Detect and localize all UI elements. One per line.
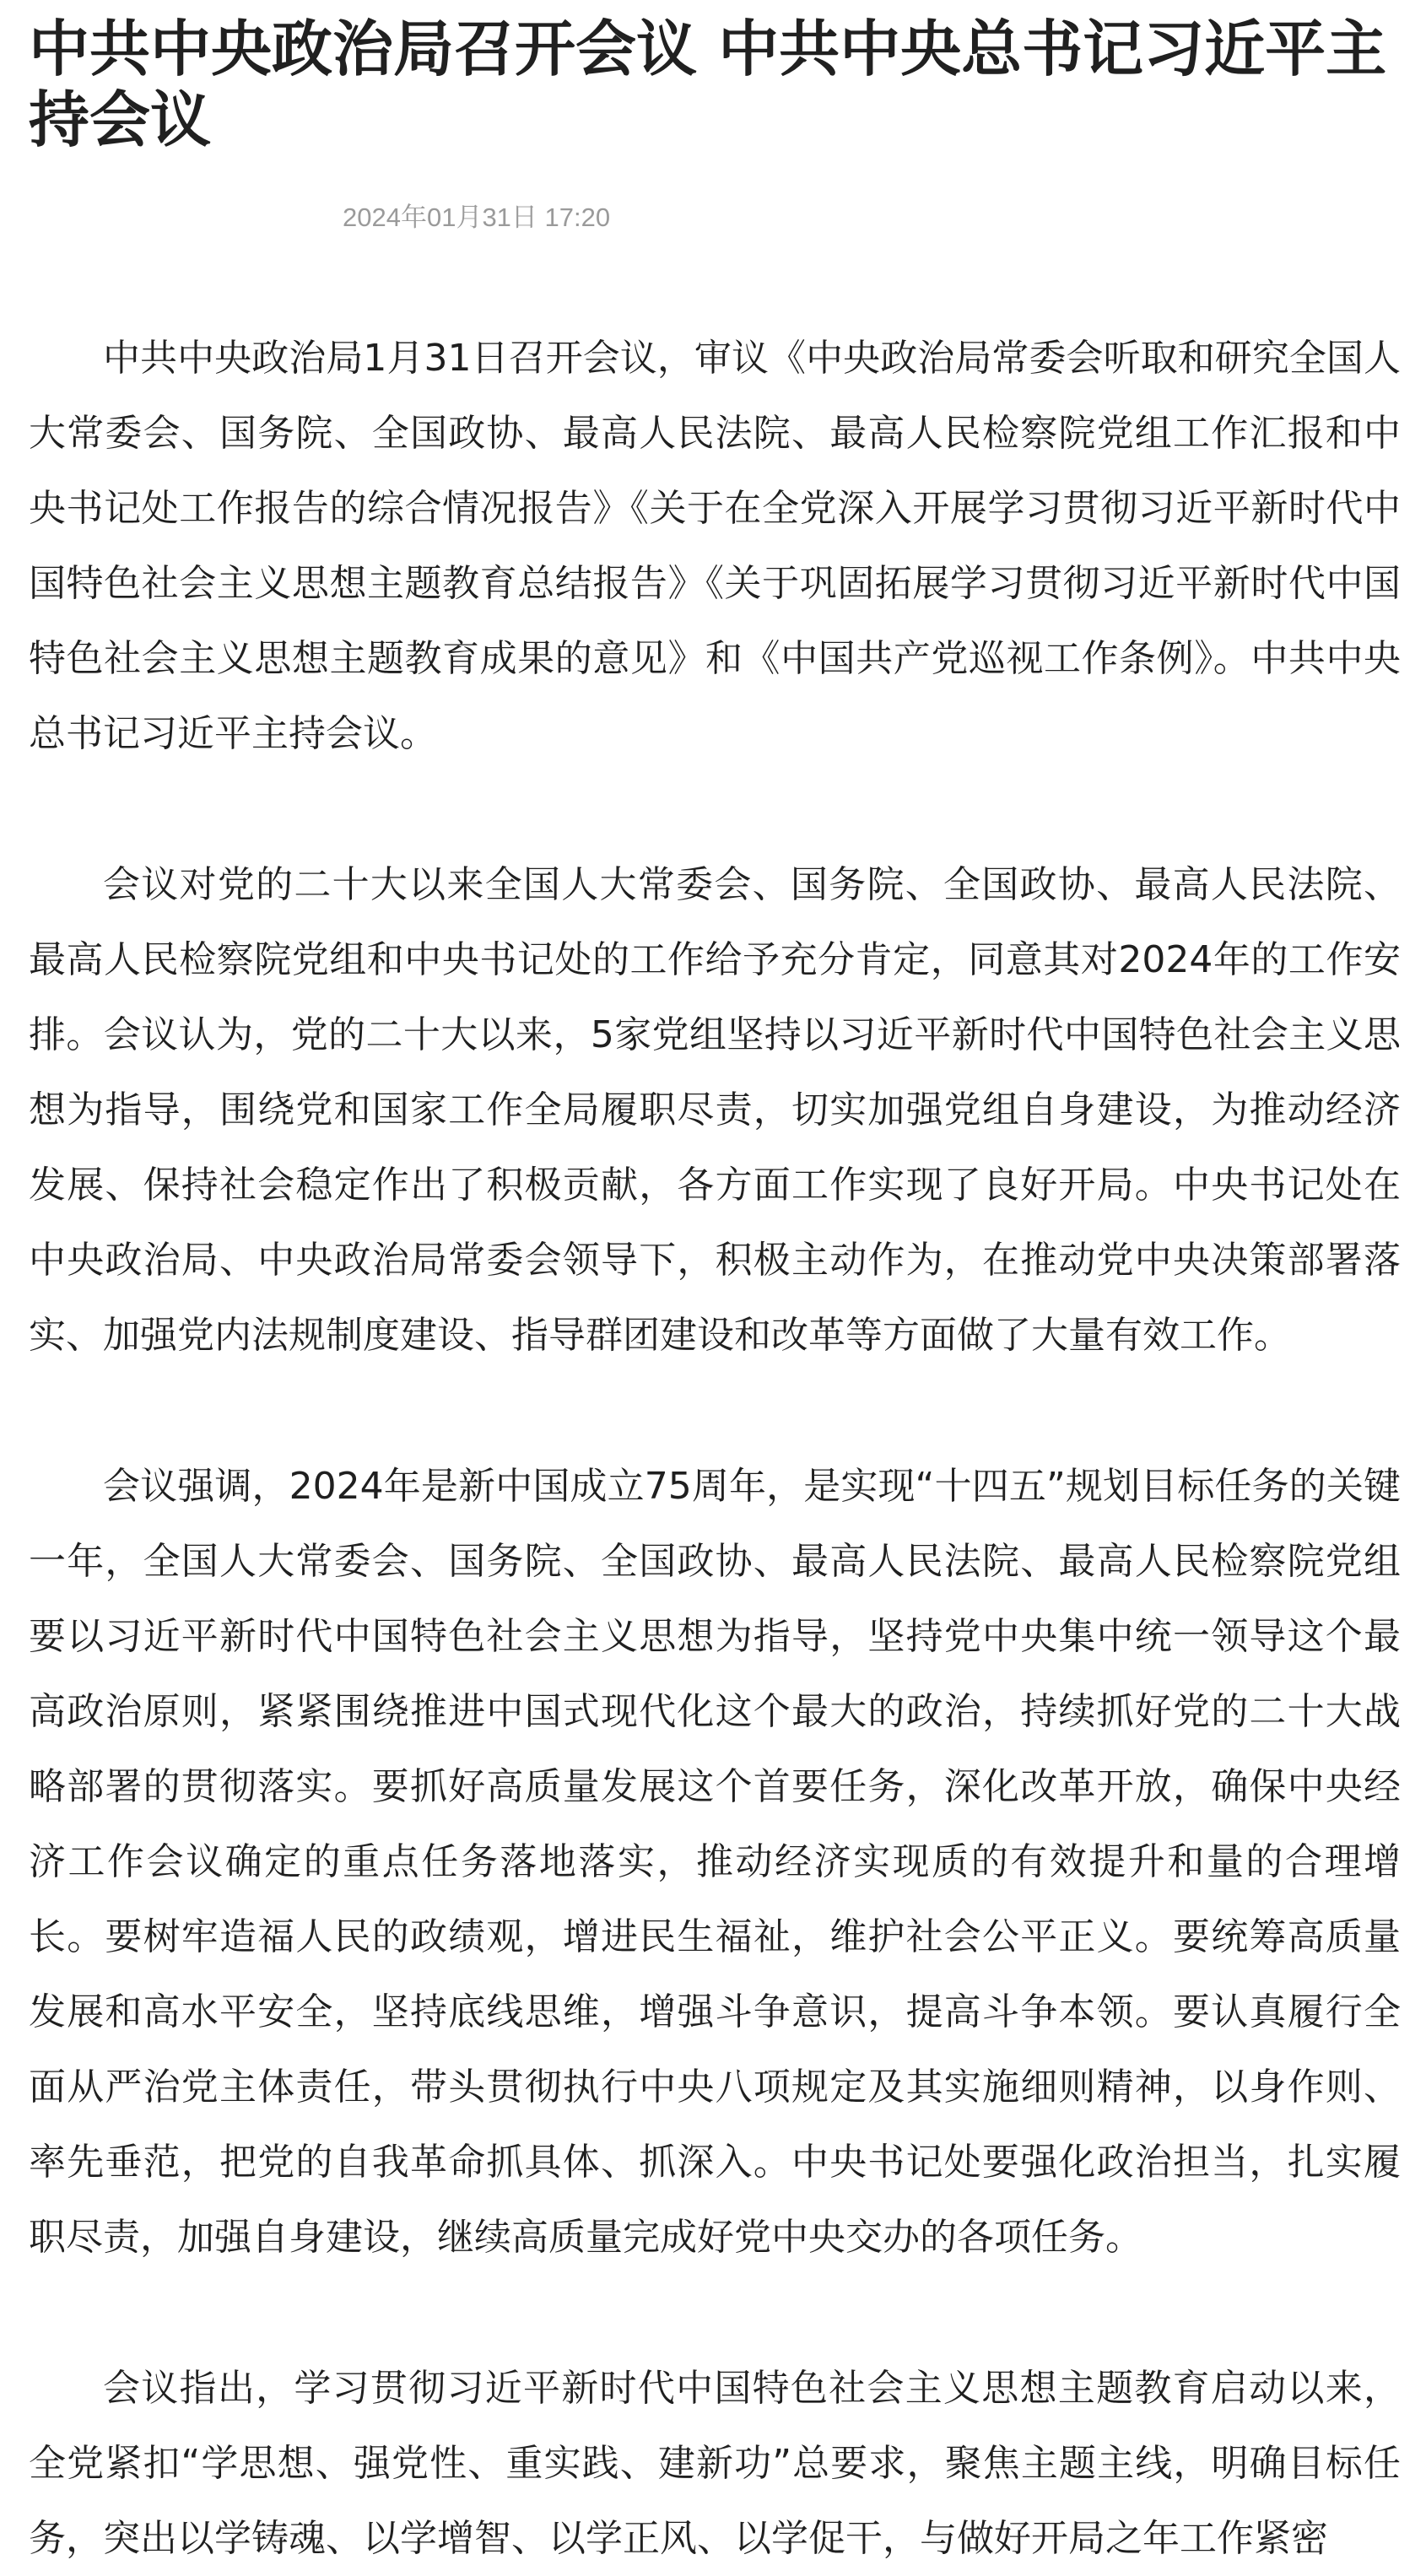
publish-datetime: 2024年01月31日 17:20 [343,203,611,232]
article-paragraph: 会议指出，学习贯彻习近平新时代中国特色社会主义思想主题教育启动以来，全党紧扣“学思想、强党性、重实践、建新功”总要求，聚焦主题主线，明确目标任务，突出以学铸魂、以学增智、以学正风、以学促干，与做好开局之年工作紧密 [29,2367,1401,2560]
article-paragraph: 中共中央政治局1月31日召开会议，审议《中央政治局常委会听取和研究全国人大常委会、国务院、全国政协、最高人民法院、最高人民检察院党组工作汇报和中央书记处工作报告的综合情况报告》《关于在全党深入开展学习贯彻习近平新时代中国特色社会主义思想主题教育总结报告》《关于巩固拓展学习贯彻习近平新时代中国特色社会主义思想主题教育成果的意见》和《中国共产党巡视工作条例》。中共中央总书记习近平主持会议。 [29,337,1401,755]
article-paragraph: 会议强调，2024年是新中国成立75周年，是实现“十四五”规划目标任务的关键一年，全国人大常委会、国务院、全国政协、最高人民法院、最高人民检察院党组要以习近平新时代中国特色社会主义思想为指导，坚持党中央集中统一领导这个最高政治原则，紧紧围绕推进中国式现代化这个最大的政治，持续抓好党的二十大战略部署的贯彻落实。要抓好高质量发展这个首要任务，深化改革开放，确保中央经济工作会议确定的重点任务落地落实，推动经济实现质的有效提升和量的合理增长。要树牢造福人民的政绩观，增进民生福祉，维护社会公平正义。要统筹高质量发展和高水平安全，坚持底线思维，增强斗争意识，提高斗争本领。要认真履行全面从严治党主体责任，带头贯彻执行中央八项规定及其实施细则精神，以身作则、率先垂范，把党的自我革命抓具体、抓深入。中央书记处要强化政治担当，扎实履职尽责，加强自身建设，继续高质量完成好党中央交办的各项任务。 [29,1465,1401,2259]
article-body [29,321,1401,2576]
article-title: 中共中央政治局召开会议 中共中央总书记习近平主持会议 [29,14,1387,155]
article-paragraph: 会议对党的二十大以来全国人大常委会、国务院、全国政协、最高人民法院、最高人民检察院党组和中央书记处的工作给予充分肯定，同意其对2024年的工作安排。会议认为，党的二十大以来，5家党组坚持以习近平新时代中国特色社会主义思想为指导，围绕党和国家工作全局履职尽责，切实加强党组自身建设，为推动经济发展、保持社会稳定作出了积极贡献，各方面工作实现了良好开局。中央书记处在中央政治局、中央政治局常委会领导下，积极主动作为，在推动党中央决策部署落实、加强党内法规制度建设、指导群团建设和改革等方面做了大量有效工作。 [29,863,1401,1357]
